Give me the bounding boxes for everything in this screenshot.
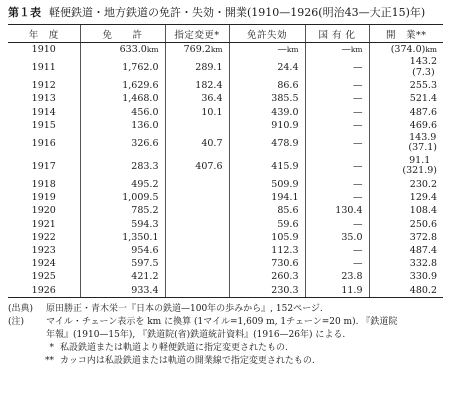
cell-license-value: 594.3 — [131, 218, 159, 230]
cell-expired — [229, 191, 305, 204]
cell-nationalized — [305, 257, 369, 270]
cell-expired-value: — — [277, 44, 287, 56]
cell-expired-value: 910.9 — [271, 119, 299, 131]
cell-nationalized — [305, 204, 369, 217]
cell-designated-value: 36.4 — [201, 93, 223, 105]
cell-expired — [229, 132, 305, 155]
cell-year: 1912 — [31, 80, 56, 92]
cell-license — [80, 132, 165, 155]
cell-expired-value: 509.9 — [271, 179, 299, 191]
cell-nationalized-value: — — [353, 179, 363, 191]
table-row — [8, 43, 443, 57]
cell-license-value: 136.0 — [131, 119, 159, 131]
cell-license — [80, 119, 165, 132]
cell-license — [80, 43, 165, 57]
cell-opened — [369, 178, 443, 191]
cell-opened-value: 143.2 — [409, 56, 437, 68]
unit-label: km — [210, 45, 223, 55]
cell-expired — [229, 106, 305, 119]
cell-opened-stack — [402, 156, 437, 177]
cell-opened — [369, 119, 443, 132]
cell-license-value: 326.6 — [131, 137, 159, 149]
footnote-double-star-text: カッコ内は私設鉄道または軌道の開業線で指定変更されたもの. — [60, 356, 315, 367]
cell-nationalized — [305, 283, 369, 297]
cell-license — [80, 231, 165, 244]
cell-nationalized — [305, 270, 369, 283]
cell-opened — [369, 155, 443, 178]
cell-opened-value: 487.6 — [409, 106, 437, 118]
cell-expired-value: 105.9 — [271, 231, 299, 243]
cell-designated — [165, 155, 229, 178]
table-row — [8, 231, 443, 244]
cell-expired-value: 85.6 — [277, 205, 299, 217]
table-row — [8, 92, 443, 105]
cell-opened — [369, 43, 443, 57]
cell-opened — [369, 231, 443, 244]
cell-opened-value: 521.4 — [409, 93, 437, 105]
table-row — [8, 56, 443, 79]
cell-opened-value: (374.0) — [390, 44, 426, 56]
note-label: (注) — [8, 316, 25, 327]
cell-expired-value: 260.3 — [271, 271, 299, 283]
cell-license — [80, 283, 165, 297]
cell-year: 1923 — [31, 244, 56, 256]
cell-opened-value: 487.4 — [409, 244, 437, 256]
cell-year: 1920 — [31, 205, 56, 217]
cell-expired — [229, 119, 305, 132]
source-note — [8, 303, 443, 316]
cell-expired — [229, 79, 305, 92]
cell-opened-value: 330.9 — [409, 271, 437, 283]
unit-label: km — [286, 45, 299, 55]
cell-nationalized — [305, 218, 369, 231]
footnote-star-text: 私設鉄道または軌道より軽便鉄道に指定変更されたもの. — [60, 343, 288, 354]
cell-license — [80, 178, 165, 191]
cell-opened-value: 143.9 — [409, 131, 437, 143]
cell-opened-value: 469.6 — [409, 119, 437, 131]
cell-opened-stack — [410, 57, 437, 78]
cell-opened-stack — [408, 133, 437, 154]
cell-nationalized — [305, 231, 369, 244]
cell-license-value: 495.2 — [131, 179, 159, 191]
cell-opened — [369, 132, 443, 155]
cell-year: 1915 — [31, 119, 56, 131]
cell-license — [80, 106, 165, 119]
cell-license-value: 1,629.6 — [122, 80, 159, 92]
cell-year: 1917 — [31, 160, 56, 172]
cell-license — [80, 270, 165, 283]
table-row — [8, 106, 443, 119]
cell-expired — [229, 257, 305, 270]
header-nationalized: 国 有 化 — [305, 25, 369, 43]
cell-nationalized — [305, 155, 369, 178]
cell-license-value: 283.3 — [131, 160, 159, 172]
cell-expired-value: 194.1 — [271, 192, 299, 204]
cell-designated — [165, 43, 229, 57]
cell-expired-value: 230.3 — [271, 284, 299, 296]
cell-nationalized — [305, 56, 369, 79]
cell-designated — [165, 218, 229, 231]
table-notes — [8, 303, 443, 369]
cell-year: 1924 — [31, 258, 56, 270]
table-row — [8, 204, 443, 217]
cell-designated — [165, 283, 229, 297]
cell-license-value: 1,350.1 — [122, 231, 159, 243]
cell-license-value: 954.6 — [131, 244, 159, 256]
cell-license-value: 785.2 — [131, 205, 159, 217]
cell-expired-value: 59.6 — [277, 218, 299, 230]
cell-designated — [165, 204, 229, 217]
footnote-double-star-mark: ** — [45, 356, 54, 367]
cell-nationalized-value: — — [353, 160, 363, 172]
cell-year: 1918 — [31, 179, 56, 191]
cell-designated-value: 769.2 — [183, 44, 211, 56]
cell-expired — [229, 283, 305, 297]
unit-label: km — [425, 45, 437, 55]
table-row — [8, 218, 443, 231]
cell-opened-value: 332.8 — [409, 258, 437, 270]
cell-expired — [229, 270, 305, 283]
conversion-note-cont — [8, 329, 443, 342]
cell-year: 1911 — [31, 62, 56, 74]
cell-license-value: 456.0 — [131, 106, 159, 118]
table-row — [8, 257, 443, 270]
table-header-row — [8, 25, 443, 43]
cell-opened-value: 91.1 — [409, 154, 431, 166]
cell-year: 1919 — [31, 192, 56, 204]
cell-expired-value: 86.6 — [277, 80, 299, 92]
cell-license — [80, 56, 165, 79]
source-label: (出典) — [8, 303, 34, 314]
cell-opened — [369, 283, 443, 297]
table-title: 軽便鉄道・地方鉄道の免許・失効・開業(1910—1926(明治43—大正15)年) — [49, 6, 426, 19]
cell-license — [80, 191, 165, 204]
cell-license — [80, 79, 165, 92]
cell-license-value: 1,762.0 — [122, 62, 159, 74]
cell-license-value: 1,009.5 — [122, 192, 159, 204]
cell-designated — [165, 244, 229, 257]
header-designated: 指定変更* — [165, 25, 229, 43]
cell-license-value: 933.4 — [131, 284, 159, 296]
cell-expired-value: 439.0 — [271, 106, 299, 118]
cell-nationalized — [305, 178, 369, 191]
cell-expired — [229, 92, 305, 105]
source-text: 原田勝正・青木栄一『日本の鉄道—100年の歩みから』, 152ページ. — [46, 303, 323, 314]
cell-opened-paren-value: (37.1) — [408, 142, 437, 154]
cell-opened — [369, 79, 443, 92]
table-row — [8, 283, 443, 297]
cell-license-value: 421.2 — [131, 271, 159, 283]
cell-license-value: 1,468.0 — [122, 93, 159, 105]
cell-expired-value: 730.6 — [271, 258, 299, 270]
cell-designated — [165, 257, 229, 270]
table-row — [8, 79, 443, 92]
table-row — [8, 119, 443, 132]
cell-designated — [165, 79, 229, 92]
cell-designated-value: 10.1 — [201, 106, 223, 118]
cell-opened — [369, 204, 443, 217]
cell-nationalized-value: 35.0 — [341, 231, 363, 243]
cell-license — [80, 155, 165, 178]
cell-opened-value: 129.4 — [409, 192, 437, 204]
cell-expired-value: 478.9 — [271, 137, 299, 149]
cell-license-value: 597.5 — [131, 258, 159, 270]
cell-nationalized — [305, 244, 369, 257]
cell-nationalized — [305, 43, 369, 57]
cell-designated-value: 40.7 — [201, 137, 223, 149]
header-year: 年 度 — [8, 25, 80, 43]
cell-year: 1926 — [8, 283, 80, 297]
cell-nationalized-value: 11.9 — [341, 284, 363, 296]
footnote-star — [8, 342, 443, 355]
cell-opened — [369, 270, 443, 283]
cell-nationalized-value: — — [353, 244, 363, 256]
cell-expired — [229, 218, 305, 231]
cell-designated-value: 289.1 — [195, 62, 223, 74]
cell-expired-value: 415.9 — [271, 160, 299, 172]
cell-nationalized-value: 23.8 — [341, 271, 363, 283]
cell-nationalized — [305, 79, 369, 92]
cell-year: 1916 — [31, 137, 56, 149]
table-row — [8, 244, 443, 257]
cell-designated — [165, 56, 229, 79]
header-expired: 免許失効 — [229, 25, 305, 43]
cell-opened — [369, 106, 443, 119]
cell-license-value: 633.0 — [119, 44, 147, 56]
cell-opened — [369, 244, 443, 257]
cell-nationalized — [305, 119, 369, 132]
cell-opened-value: 250.6 — [409, 218, 437, 230]
cell-opened-paren-value: (7.3) — [412, 66, 435, 78]
cell-nationalized-value: — — [353, 62, 363, 74]
cell-license — [80, 257, 165, 270]
cell-year: 1921 — [31, 218, 56, 230]
table-number: 第１表 — [8, 6, 41, 19]
cell-designated — [165, 178, 229, 191]
cell-opened-value: 480.2 — [409, 284, 437, 296]
cell-nationalized-value: — — [353, 218, 363, 230]
cell-designated — [165, 132, 229, 155]
cell-opened-paren-value: (321.9) — [402, 165, 437, 177]
cell-nationalized — [305, 92, 369, 105]
header-license: 免 許 — [80, 25, 165, 43]
cell-designated-value: 407.6 — [195, 160, 223, 172]
cell-nationalized — [305, 191, 369, 204]
note-line-1: マイル・チェーン表示を km に換算 (1マイル=1,609 m, 1チェーン=20 m). 『鉄道院 — [46, 316, 398, 327]
header-opened: 開 業** — [369, 25, 443, 43]
cell-expired-value: 24.4 — [277, 62, 299, 74]
cell-opened — [369, 218, 443, 231]
cell-nationalized-value: 130.4 — [335, 205, 363, 217]
cell-designated — [165, 231, 229, 244]
cell-nationalized — [305, 132, 369, 155]
note-line-2: 年報』(1910—15年), 『鉄道院(省)鉄道統計資料』(1916—26年) による. — [46, 330, 346, 341]
cell-designated — [165, 92, 229, 105]
cell-license — [80, 204, 165, 217]
footnote-double-star — [8, 355, 443, 368]
cell-opened — [369, 56, 443, 79]
cell-year: 1913 — [31, 93, 56, 105]
cell-nationalized-value: — — [353, 119, 363, 131]
cell-license — [80, 218, 165, 231]
cell-expired — [229, 231, 305, 244]
cell-nationalized-value: — — [353, 80, 363, 92]
cell-opened-value: 255.3 — [409, 80, 437, 92]
cell-license — [80, 244, 165, 257]
cell-expired — [229, 56, 305, 79]
cell-designated-value: 182.4 — [195, 80, 223, 92]
cell-nationalized-value: — — [353, 258, 363, 270]
cell-nationalized-value: — — [353, 106, 363, 118]
table-row — [8, 270, 443, 283]
cell-expired-value: 385.5 — [271, 93, 299, 105]
cell-year: 1925 — [31, 271, 56, 283]
cell-year: 1922 — [31, 231, 56, 243]
table-row — [8, 191, 443, 204]
cell-designated — [165, 191, 229, 204]
cell-year: 1914 — [31, 106, 56, 118]
cell-license — [80, 92, 165, 105]
cell-expired-value: 112.3 — [271, 244, 299, 256]
cell-expired — [229, 155, 305, 178]
cell-expired — [229, 204, 305, 217]
cell-nationalized — [305, 106, 369, 119]
railway-table — [8, 24, 443, 298]
cell-nationalized-value: — — [353, 137, 363, 149]
cell-expired — [229, 178, 305, 191]
unit-label: km — [146, 45, 159, 55]
table-caption — [8, 6, 443, 24]
cell-nationalized-value: — — [353, 93, 363, 105]
conversion-note — [8, 316, 443, 329]
cell-opened-value: 108.4 — [409, 205, 437, 217]
cell-designated — [165, 270, 229, 283]
cell-opened — [369, 191, 443, 204]
cell-nationalized-value: — — [341, 44, 351, 56]
cell-opened-value: 372.8 — [409, 231, 437, 243]
cell-designated — [165, 119, 229, 132]
cell-year: 1910 — [31, 44, 56, 56]
cell-designated — [165, 106, 229, 119]
cell-opened — [369, 92, 443, 105]
cell-expired — [229, 43, 305, 57]
cell-opened-value: 230.2 — [409, 179, 437, 191]
table-row — [8, 155, 443, 178]
cell-nationalized-value: — — [353, 192, 363, 204]
cell-expired — [229, 244, 305, 257]
footnote-star-mark: * — [49, 343, 54, 354]
table-row — [8, 132, 443, 155]
cell-opened — [369, 257, 443, 270]
table-row — [8, 178, 443, 191]
unit-label: km — [350, 45, 363, 55]
